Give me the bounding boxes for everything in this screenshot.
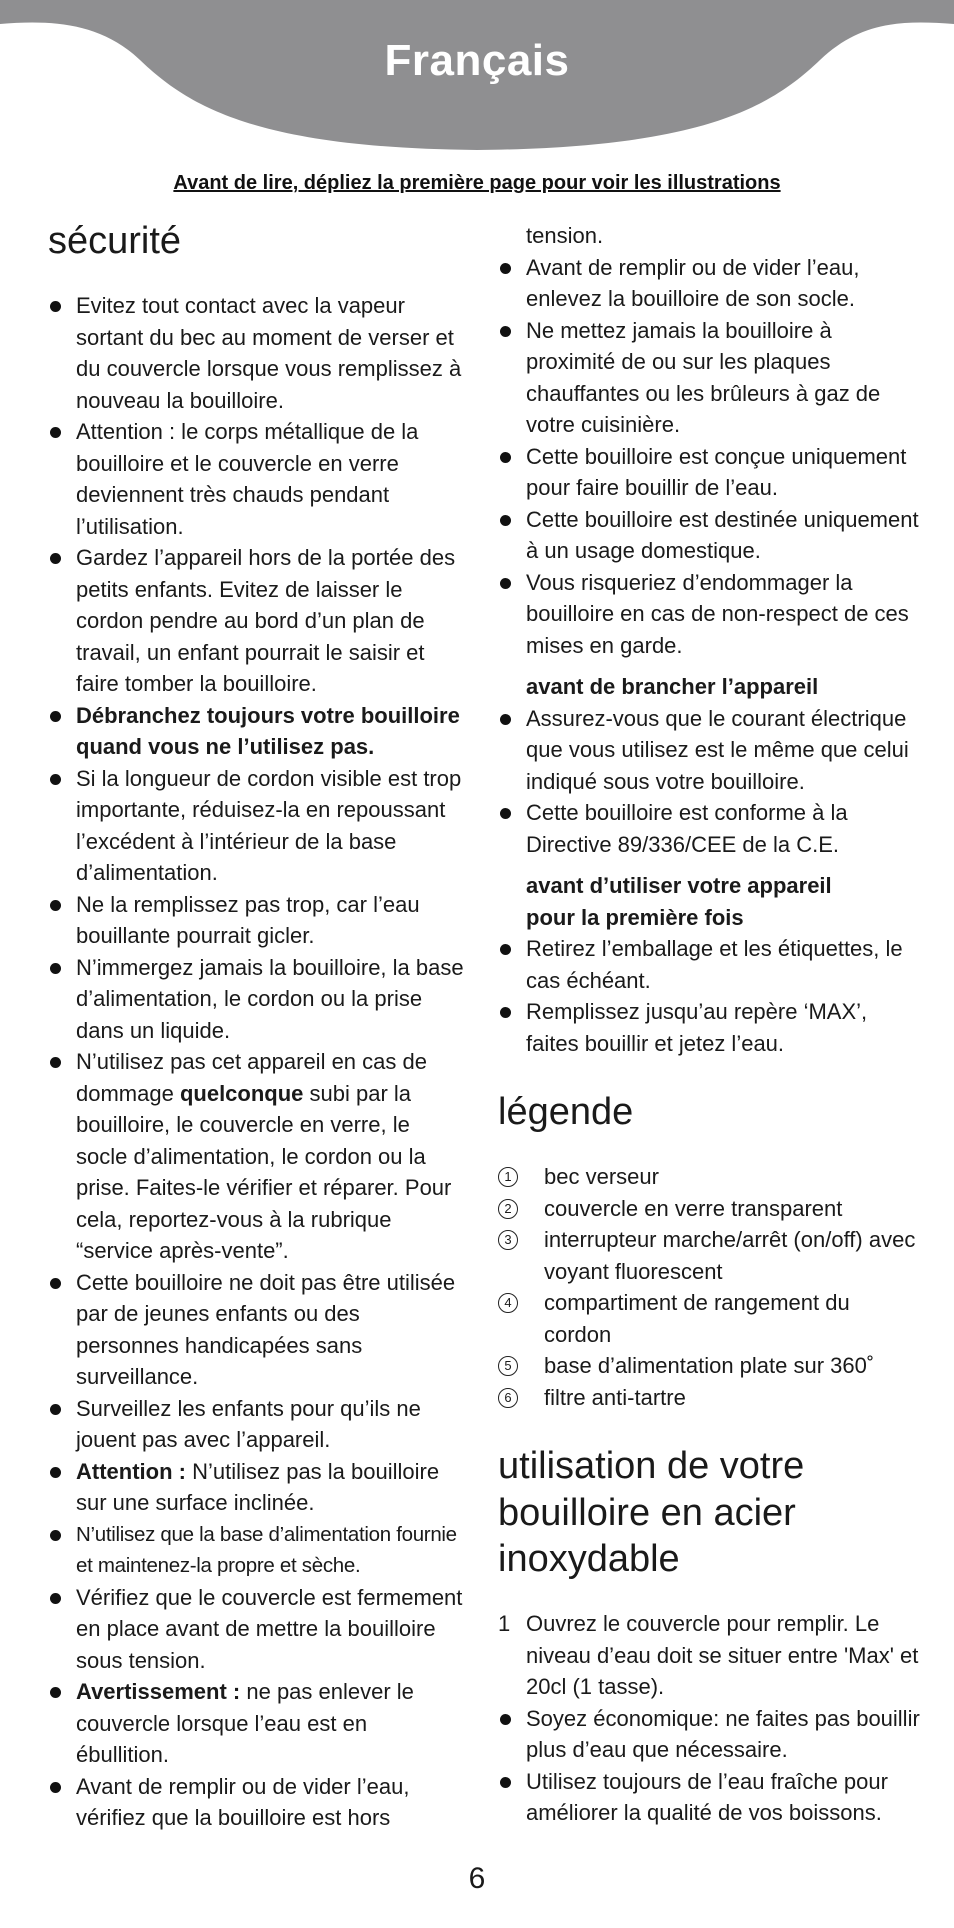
bullet-icon: [500, 578, 511, 589]
list-item: Attention : N’utilisez pas la bouilloire sur une surface inclinée.: [48, 1456, 466, 1519]
security-list: [48, 290, 466, 1834]
legend-item: 3 interrupteur marche/arrêt (on/off) avec voyant fluorescent: [498, 1224, 922, 1287]
header-band: [0, 0, 954, 160]
list-item: Utilisez toujours de l’eau fraîche pour améliorer la qualité de vos boissons.: [498, 1766, 922, 1829]
bullet-icon: [50, 553, 61, 564]
bullet-icon: [500, 263, 511, 274]
page-language-title: Français: [384, 36, 570, 85]
circled-number: 2: [498, 1199, 518, 1219]
bullet-icon: [50, 1404, 61, 1415]
list-item: Débranchez toujours votre bouilloire quand vous ne l’utilisez pas.: [48, 700, 466, 763]
circled-number: 4: [498, 1293, 518, 1313]
list-item: Assurez-vous que le courant électrique que vous utilisez est le même que celui indiqué sous votre bouilloire.: [498, 703, 922, 798]
bullet-icon: [50, 1687, 61, 1698]
subheading-first-use: avant d’utiliser votre appareil pour la première fois: [526, 873, 832, 930]
bullet-icon: [50, 1057, 61, 1068]
numbered-step: 1 Ouvrez le couvercle pour remplir. Le niveau d’eau doit se situer entre 'Max' et 20cl (1 tasse).: [498, 1608, 922, 1703]
list-item: Vérifiez que le couvercle est fermement en place avant de mettre la bouilloire sous tension.: [48, 1582, 466, 1677]
circled-number: 1: [498, 1167, 518, 1187]
security-list-continued: [498, 252, 922, 662]
section-title-legend: légende: [498, 1091, 634, 1133]
right-column: [498, 220, 922, 1829]
list-item: Ne mettez jamais la bouilloire à proximité de ou sur les plaques chauffantes ou les brûleurs à gaz de votre cuisinière.: [498, 315, 922, 441]
bullet-icon: [500, 1777, 511, 1788]
section-title-security: sécurité: [48, 220, 182, 262]
legend-item: 4 compartiment de rangement du cordon: [498, 1287, 922, 1350]
bullet-icon: [500, 1714, 511, 1725]
bullet-icon: [500, 808, 511, 819]
legend-item: 2 couvercle en verre transparent: [498, 1193, 922, 1225]
bullet-icon: [50, 301, 61, 312]
list-item: Cette bouilloire ne doit pas être utilisée par de jeunes enfants ou des personnes handicapées sans surveillance.: [48, 1267, 466, 1393]
list-item: Si la longueur de cordon visible est trop importante, réduisez-la en repoussant l’excédent à l’intérieur de la base d’alimentation.: [48, 763, 466, 889]
section-title-usage: utilisation de votre bouilloire en acier inoxydable: [498, 1445, 805, 1581]
bullet-icon: [50, 427, 61, 438]
list-item: Attention : le corps métallique de la bouilloire et le couvercle en verre deviennent très chauds pendant l’utilisation.: [48, 416, 466, 542]
bullet-icon: [50, 1278, 61, 1289]
bullet-icon: [500, 326, 511, 337]
left-column: [48, 218, 466, 1834]
instruction-subheader: Avant de lire, dépliez la première page pour voir les illustrations: [173, 172, 781, 194]
legend-item: 6 filtre anti-tartre: [498, 1382, 922, 1414]
circled-number: 3: [498, 1230, 518, 1250]
step-number: 1: [498, 1611, 511, 1637]
list-item: Gardez l’appareil hors de la portée des petits enfants. Evitez de laisser le cordon pendre au bord d’un plan de travail, un enfant pourrait le saisir et faire tomber la bouilloire.: [48, 542, 466, 700]
list-item: Remplissez jusqu’au repère ‘MAX’, faites bouillir et jetez l’eau.: [498, 996, 922, 1059]
bullet-icon: [50, 1782, 61, 1793]
bullet-icon: [50, 774, 61, 785]
list-item: Avant de remplir ou de vider l’eau, vérifiez que la bouilloire est hors: [48, 1771, 466, 1834]
list-item: Cette bouilloire est conçue uniquement pour faire bouillir de l’eau.: [498, 441, 922, 504]
bullet-icon: [50, 1593, 61, 1604]
list-item: Cette bouilloire est destinée uniquement à un usage domestique.: [498, 504, 922, 567]
list-item: Surveillez les enfants pour qu’ils ne jouent pas avec l’appareil.: [48, 1393, 466, 1456]
bullet-icon: [500, 714, 511, 725]
bullet-icon: [50, 1467, 61, 1478]
circled-number: 6: [498, 1388, 518, 1408]
before-plugging-list: [498, 703, 922, 861]
list-item: Soyez économique: ne faites pas bouillir plus d’eau que nécessaire.: [498, 1703, 922, 1766]
bullet-icon: [500, 515, 511, 526]
list-item: N’utilisez pas cet appareil en cas de dommage quelconque subi par la bouilloire, le couvercle en verre, le socle d’alimentation, le cordon ou la prise. Faites-le vérifier et réparer. Pour cela, reportez-vous à la rubrique “service après-vente”.: [48, 1046, 466, 1267]
first-use-list: [498, 933, 922, 1059]
list-item: Vous risqueriez d’endommager la bouilloire en cas de non-respect de ces mises en garde.: [498, 567, 922, 662]
list-item: Cette bouilloire est conforme à la Directive 89/336/CEE de la C.E.: [498, 797, 922, 860]
circled-number: 5: [498, 1356, 518, 1376]
legend-item: 1 bec verseur: [498, 1161, 922, 1193]
subheading-before-plugging: avant de brancher l’appareil: [526, 674, 819, 699]
continued-text: tension.: [526, 223, 604, 248]
list-item: Evitez tout contact avec la vapeur sortant du bec au moment de verser et du couvercle lorsque vous remplissez à nouveau la bouilloire.: [48, 290, 466, 416]
usage-list: [498, 1608, 922, 1829]
list-item: Ne la remplissez pas trop, car l’eau bouillante pourrait gicler.: [48, 889, 466, 952]
legend-list: [498, 1161, 922, 1413]
bullet-icon: [50, 900, 61, 911]
bullet-icon: [500, 1007, 511, 1018]
list-item: N’immergez jamais la bouilloire, la base d’alimentation, le cordon ou la prise dans un liquide.: [48, 952, 466, 1047]
bullet-icon: [50, 1530, 61, 1541]
list-item: Retirez l’emballage et les étiquettes, le cas échéant.: [498, 933, 922, 996]
list-item: Avant de remplir ou de vider l’eau, enlevez la bouilloire de son socle.: [498, 252, 922, 315]
bullet-icon: [50, 711, 61, 722]
page-number: 6: [468, 1862, 486, 1895]
bullet-icon: [500, 944, 511, 955]
bullet-icon: [500, 452, 511, 463]
legend-item: 5 base d’alimentation plate sur 360˚: [498, 1350, 922, 1382]
list-item: N’utilisez que la base d’alimentation fournie et maintenez-la propre et sèche.: [48, 1519, 466, 1582]
list-item: Avertissement : ne pas enlever le couvercle lorsque l’eau est en ébullition.: [48, 1676, 466, 1771]
bullet-icon: [50, 963, 61, 974]
